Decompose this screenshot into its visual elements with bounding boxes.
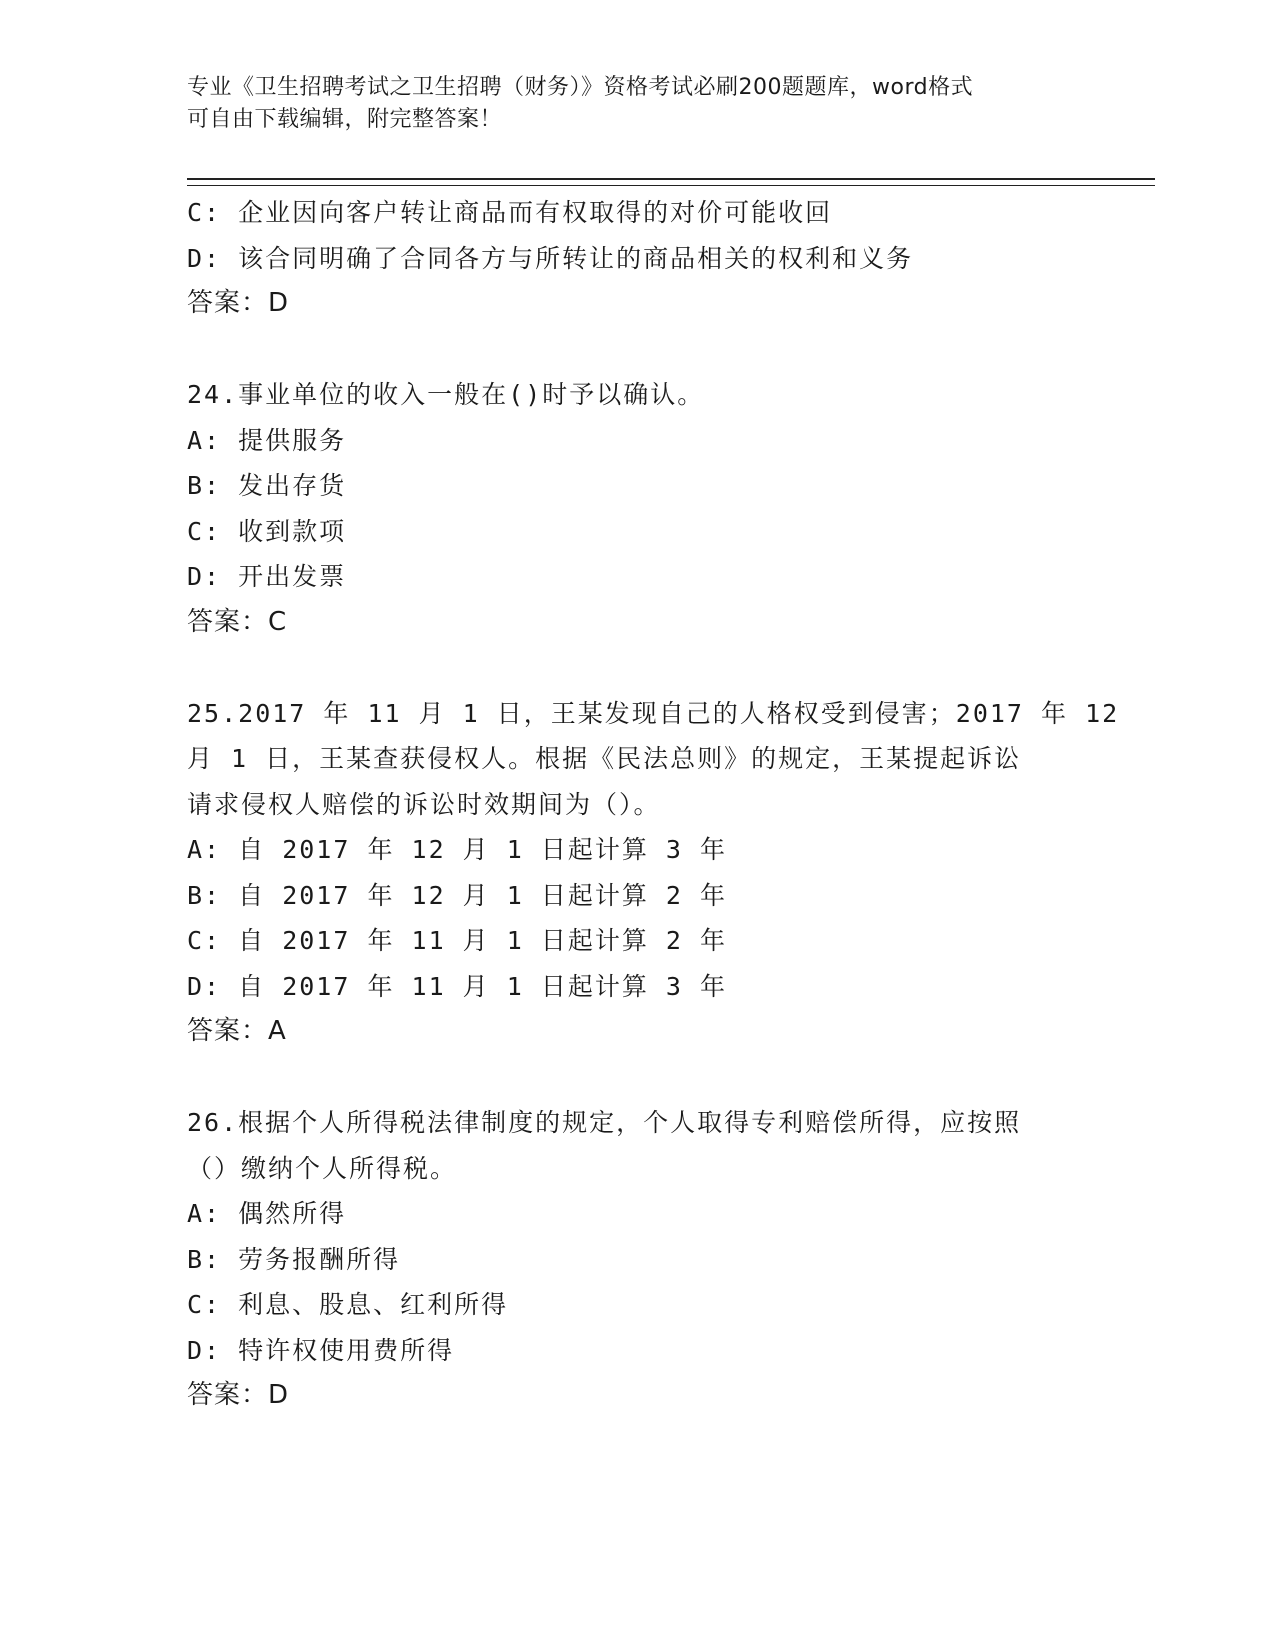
question-stem: [187, 1100, 1087, 1191]
document-header: [187, 72, 1067, 136]
header-title-line-2: 可自由下载编辑，附完整答案！: [187, 107, 503, 132]
option-d: D: 该合同明确了合同各方与所转让的商品相关的权利和义务: [187, 243, 914, 273]
option-b: B: 劳务报酬所得: [187, 1244, 401, 1274]
spacer: [187, 327, 1087, 373]
question-25: [187, 691, 1120, 1055]
question-23-continued: [187, 190, 1087, 327]
stem-line: （）缴纳个人所得税。: [187, 1153, 458, 1183]
answer-line: 答案：C: [187, 606, 288, 637]
stem-line: 25.2017 年 11 月 1 日，王某发现自己的人格权受到侵害；2017 年 12: [187, 698, 1120, 728]
option-d: D: 开出发票: [187, 562, 347, 591]
stem-line: 月 1 日，王某查获侵权人。根据《民法总则》的规定，王某提起诉讼: [187, 744, 1022, 773]
header-divider: [187, 178, 1155, 186]
option-b: B: 自 2017 年 12 月 1 日起计算 2 年: [187, 880, 727, 910]
option-a: A: 提供服务: [187, 425, 347, 455]
question-stem: 24.事业单位的收入一般在()时予以确认。: [187, 380, 705, 409]
option-d: D: 特许权使用费所得: [187, 1335, 455, 1365]
option-b: B: 发出存货: [187, 471, 347, 500]
spacer: [187, 1055, 1087, 1101]
question-list: [187, 190, 1120, 1419]
option-c: C: 收到款项: [187, 516, 347, 546]
question-stem: [187, 691, 1120, 828]
question-24: [187, 372, 1087, 645]
question-26: [187, 1100, 1087, 1419]
header-title-line-1: 专业《卫生招聘考试之卫生招聘（财务）》资格考试必刷200题题库，word格式: [187, 75, 974, 100]
stem-line: 26.根据个人所得税法律制度的规定，个人取得专利赔偿所得，应按照: [187, 1108, 1022, 1137]
answer-line: 答案：D: [187, 288, 290, 318]
answer-line: 答案：A: [187, 1016, 287, 1046]
stem-line: 请求侵权人赔偿的诉讼时效期间为（）。: [187, 789, 661, 819]
option-a: A: 自 2017 年 12 月 1 日起计算 3 年: [187, 835, 727, 864]
answer-line: 答案：D: [187, 1380, 290, 1410]
option-c: C: 利息、股息、红利所得: [187, 1290, 509, 1319]
option-c: C: 企业因向客户转让商品而有权取得的对价可能收回: [187, 198, 833, 227]
option-a: A: 偶然所得: [187, 1199, 347, 1228]
option-d: D: 自 2017 年 11 月 1 日起计算 3 年: [187, 971, 727, 1001]
spacer: [187, 645, 1087, 691]
option-c: C: 自 2017 年 11 月 1 日起计算 2 年: [187, 926, 727, 955]
